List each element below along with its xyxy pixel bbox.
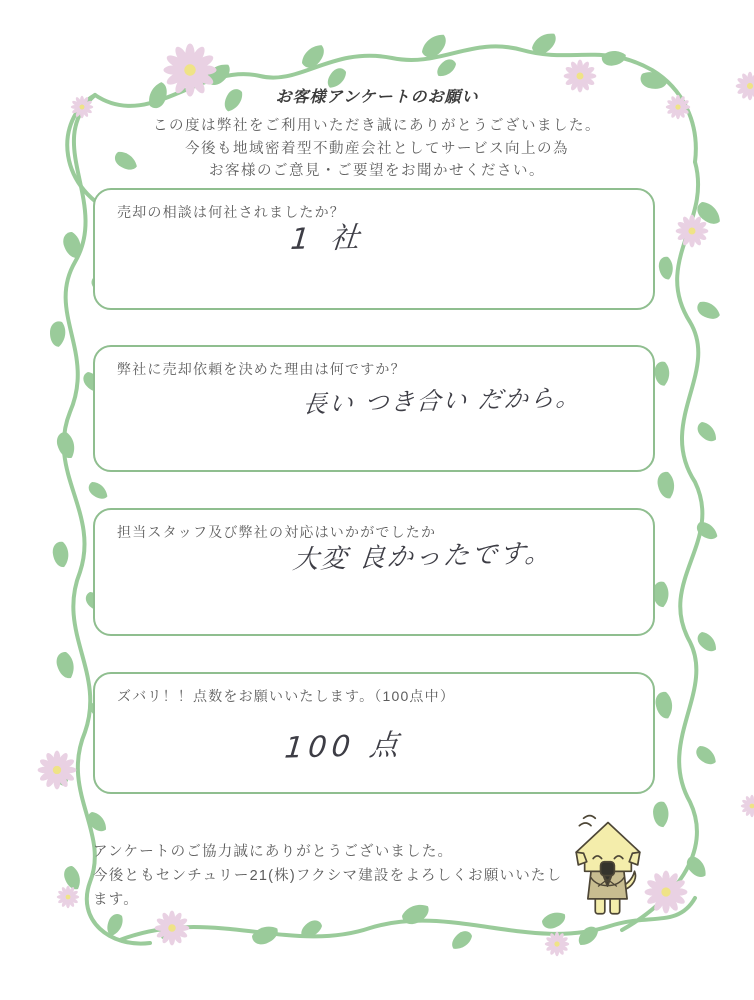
handwritten-answer: 1 社 [289,219,368,257]
question-label: 弊社に売却依頼を決めた理由は何ですか？ [117,361,406,377]
footer-line-2: 今後ともセンチュリー21(株)フクシマ建設をよろしくお願いいたします。 [93,868,563,908]
intro-line-1: この度は弊社をご利用いただき誠にありがとうございました。 [153,118,601,134]
question-label: 担当スタッフ及び弊社の対応はいかがでしたか [117,524,437,540]
handwritten-answer: 大変 良かったです。 [291,538,555,576]
question-box-staff-response [93,508,655,636]
intro-line-2: 今後も地域密着型不動産会社としてサービス向上の為 [185,140,569,157]
handwritten-answer: 長い つき合い だから。 [301,383,584,419]
bowing-dog-mascot-icon [572,814,644,918]
question-box-reason-for-choice [93,345,655,472]
survey-header [0,84,754,183]
handwritten-answer: 100 点 [283,727,406,765]
question-label: ズバリ！！点数をお願いいたします。（100点中） [117,688,456,704]
intro-line-3: お客様のご意見・ご要望をお聞かせください。 [209,163,545,179]
question-box-sale-consultations [93,188,655,310]
question-box-score [93,672,655,794]
question-label: 売却の相談は何社されましたか？ [117,204,345,220]
page-title: お客様アンケートのお願い [275,89,479,106]
footer-line-1: アンケートのご協力誠にありがとうございました。 [93,844,454,860]
survey-footer [93,840,573,912]
